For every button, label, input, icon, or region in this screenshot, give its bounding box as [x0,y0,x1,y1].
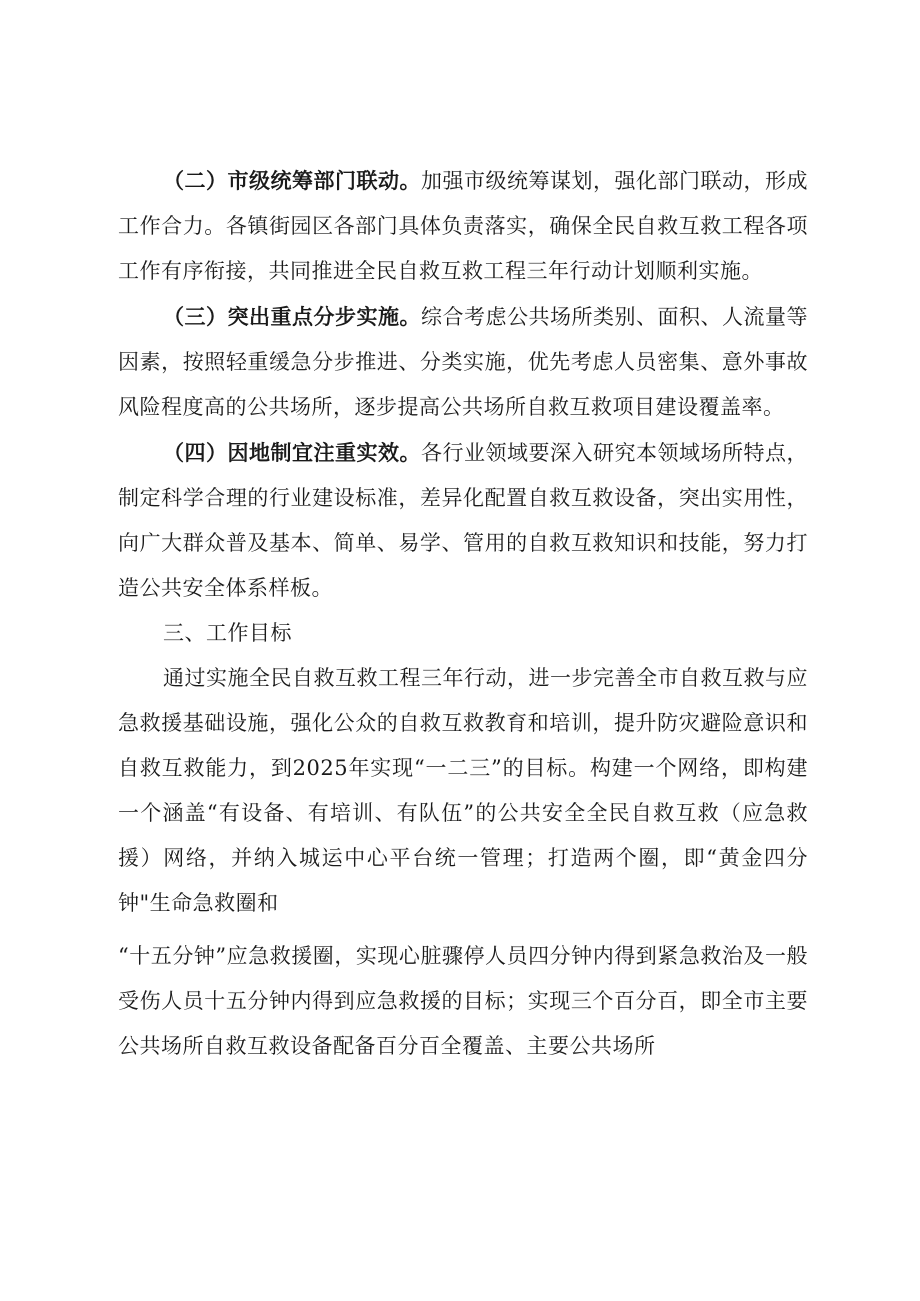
paragraph-lead: （四）因地制宜注重实效。 [163,440,421,465]
paragraph-municipal-coordination [118,158,808,294]
paragraph-lead: （三）突出重点分步实施。 [163,304,421,329]
paragraph-goals-continuation: “十五分钟”应急救援圈，实现心脏骤停人员四分钟内得到紧急救治及一般受伤人员十五分钟内得到应急救援的目标；实现三个百分百，即全市主要公共场所自救互救设备配备百分百全覆盖、主要公共场所 [118,944,808,1058]
paragraph-local-conditions [118,430,808,611]
document-body [118,158,808,1069]
paragraph-text: 各行业领域要深入研究本领域场所特点，制定科学合理的行业建设标准，差异化配置自救互救设备，突出实用性，向广大群众普及基本、简单、易学、管用的自救互救知识和技能，努力打造公共安全体系样板。 [118,441,808,600]
paragraph-text: 综合考虑公共场所类别、面积、人流量等因素，按照轻重缓急分步推进、分类实施，优先考虑人员密集、意外事故风险程度高的公共场所，逐步提高公共场所自救互救项目建设覆盖率。 [118,305,808,419]
paragraph-key-priorities [118,294,808,430]
paragraph-lead: （二）市级统筹部门联动。 [163,168,421,193]
paragraph-text: 加强市级统筹谋划，强化部门联动，形成工作合力。各镇街园区各部门具体负责落实，确保全民自救互救工程各项工作有序衔接，共同推进全民自救互救工程三年行动计划顺利实施。 [118,169,808,283]
paragraph-goals: 通过实施全民自救互救工程三年行动，进一步完善全市自救互救与应急救援基础设施，强化公众的自救互救教育和培训，提升防灾避险意识和自救互救能力，到2025年实现“一二三”的目标。构建一个网络，即构建一个涵盖“有设备、有培训、有队伍”的公共安全全民自救互救（应急救援）网络，并纳入城运中心平台统一管理；打造两个圈，即“黄金四分钟"生命急救圈和 [118,666,808,915]
section-heading-work-goals: 三、工作目标 [163,621,292,645]
